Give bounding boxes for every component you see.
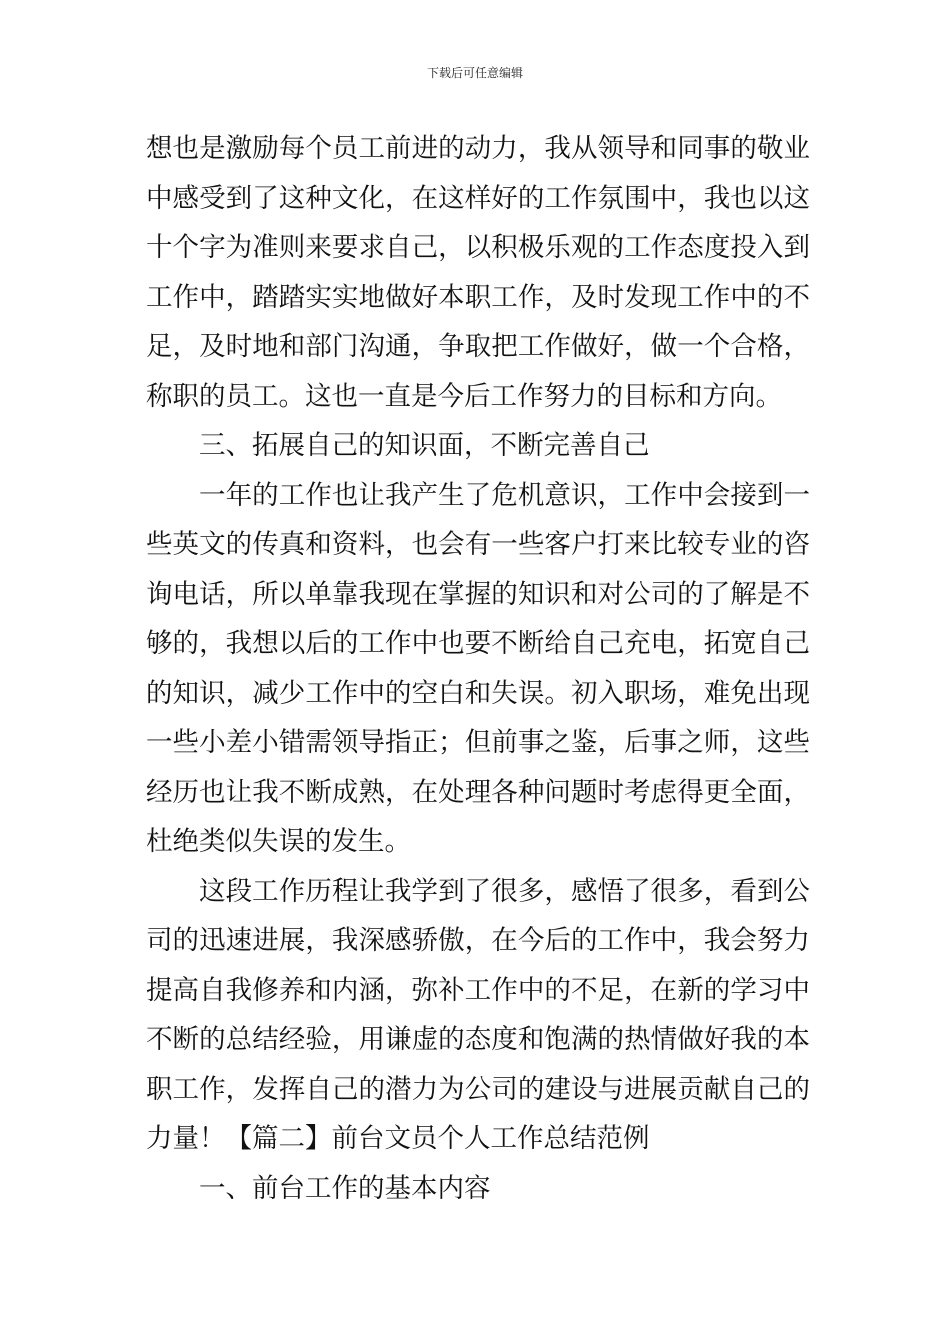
section-heading: 三、拓展自己的知识面，不断完善自己 [199,430,650,461]
document-body [146,124,810,1213]
paragraph-line: 工作中，踏踏实实地做好本职工作，及时发现工作中的不 [146,281,810,313]
paragraph-line: 够的，我想以后的工作中也要不断给自己充电，拓宽自己 [146,628,810,659]
paragraph-line: 想也是激励每个员工前进的动力，我从领导和同事的敬业 [146,133,810,164]
paragraph-line: 的知识，减少工作中的空白和失误。初入职场，难免出现 [146,677,810,709]
paragraph-line: 足，及时地和部门沟通，争取把工作做好，做一个合格， [146,331,810,362]
paragraph-line: 经历也让我不断成熟，在处理各种问题时考虑得更全面， [146,776,810,808]
paragraph-line: 中感受到了这种文化，在这样好的工作氛围中，我也以这 [146,182,810,214]
paragraph-line: 询电话，所以单靠我现在掌握的知识和对公司的了解是不 [146,578,810,610]
paragraph-line: 些英文的传真和资料，也会有一些客户打来比较专业的咨 [146,529,810,560]
section-heading: 一、前台工作的基本内容 [199,1172,491,1204]
paragraph-line: 不断的总结经验，用谦虚的态度和饱满的热情做好我的本 [146,1024,810,1055]
paragraph-line: 一年的工作也让我产生了危机意识，工作中会接到一 [199,479,810,511]
paragraph-line: 司的迅速进展，我深感骄傲，在今后的工作中，我会努力 [146,925,810,956]
download-note: 下载后可任意编辑 [426,66,523,80]
paragraph-line: 力量！【篇二】前台文员个人工作总结范例 [146,1123,650,1154]
paragraph-line: 一些小差小错需领导指正；但前事之鉴，后事之师，这些 [146,727,810,758]
paragraph-line: 十个字为准则来要求自己，以积极乐观的工作态度投入到 [146,232,810,263]
paragraph-line: 杜绝类似失误的发生。 [146,826,411,857]
paragraph-line: 这段工作历程让我学到了很多，感悟了很多，看到公 [199,875,810,907]
paragraph-line: 提高自我修养和内涵，弥补工作中的不足，在新的学习中 [146,974,810,1006]
paragraph-line: 称职的员工。这也一直是今后工作努力的目标和方向。 [146,380,782,412]
paragraph-line: 职工作，发挥自己的潜力为公司的建设与进展贡献自己的 [146,1073,810,1105]
